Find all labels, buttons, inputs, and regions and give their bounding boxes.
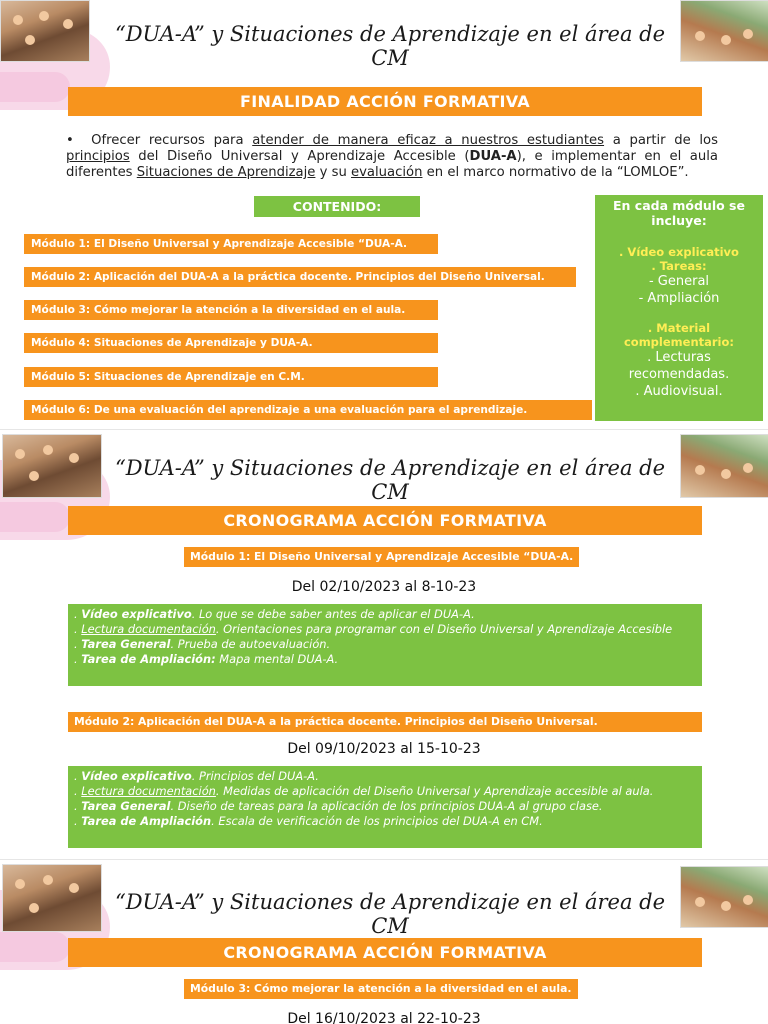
tareas-item: . Tareas: [651, 259, 707, 273]
module-item-5: Módulo 5: Situaciones de Aprendizaje en C.M. [24, 367, 438, 387]
text: . [74, 652, 82, 666]
detail-line [74, 784, 696, 799]
text: ), e implementar en el aula diferentes [66, 149, 718, 180]
classroom-photo-left [0, 0, 90, 62]
underlined-text: Lectura documentación [81, 784, 216, 798]
text: y su [315, 165, 352, 180]
module-2-label: Módulo 2: Aplicación del DUA-A a la práctica docente. Principios del Diseño Universal. [68, 712, 702, 732]
text: del Diseño Universal y Aprendizaje Accesible ( [129, 149, 470, 164]
classroom-photo-left [2, 864, 102, 932]
detail-line [74, 769, 696, 784]
lecturas-item: . Lecturas recomendadas. [628, 350, 730, 382]
underlined-text: atender de manera eficaz a nuestros estudiantes [252, 133, 605, 148]
detail-line [74, 652, 696, 667]
text: . Orientaciones para programar con el Diseño Universal y Aprendizaje Accesible [215, 622, 673, 636]
section-banner: FINALIDAD ACCIÓN FORMATIVA [68, 87, 702, 116]
text: . Medidas de aplicación del Diseño Universal y Aprendizaje accesible al aula. [215, 784, 654, 798]
video-item: . Vídeo explicativo [619, 245, 739, 259]
text: . Lo que se debe saber antes de aplicar el DUA-A. [191, 607, 475, 621]
bold-text: Tarea General [81, 637, 171, 651]
detail-line [74, 814, 696, 829]
text: Ofrecer recursos para [91, 133, 253, 148]
page-title: “DUA-A” y Situaciones de Aprendizaje en el área de CM [114, 890, 666, 938]
text: . [74, 769, 82, 783]
text: Mapa mental DUA-A. [215, 652, 339, 666]
objective-paragraph [66, 133, 718, 181]
text: en el marco normativo de la “LOMLOE”. [422, 165, 689, 180]
module-includes-box [595, 195, 763, 421]
detail-line [74, 607, 696, 622]
detail-line [74, 622, 696, 637]
text: . [74, 637, 82, 651]
material-item: . Material complementario: [623, 321, 734, 349]
detail-line [74, 637, 696, 652]
ampliacion-item: - Ampliación [638, 291, 720, 306]
slide-cronograma-1 [0, 430, 768, 860]
page-title: “DUA-A” y Situaciones de Aprendizaje en el área de CM [114, 22, 666, 70]
bold-text: DUA-A [469, 149, 517, 164]
page-title: “DUA-A” y Situaciones de Aprendizaje en el área de CM [114, 456, 666, 504]
classroom-photo-left [2, 434, 102, 498]
pink-decoration [0, 72, 70, 102]
bold-text: Tarea de Ampliación: [81, 652, 216, 666]
bold-text: Vídeo explicativo [81, 769, 192, 783]
pink-decoration [0, 502, 70, 532]
module-2-dates: Del 09/10/2023 al 15-10-23 [287, 741, 481, 757]
text: . Prueba de autoevaluación. [170, 637, 331, 651]
module-3-label: Módulo 3: Cómo mejorar la atención a la diversidad en el aula. [184, 979, 578, 999]
module-item-2: Módulo 2: Aplicación del DUA-A a la práctica docente. Principios del Diseño Universal. [24, 267, 576, 287]
module-item-3: Módulo 3: Cómo mejorar la atención a la diversidad en el aula. [24, 300, 438, 320]
underlined-text: evaluación [351, 165, 423, 180]
classroom-photo-right [680, 0, 768, 62]
module-2-details [68, 766, 702, 848]
module-item-4: Módulo 4: Situaciones de Aprendizaje y DUA-A. [24, 333, 438, 353]
text: . [74, 622, 82, 636]
underlined-text: principios [66, 149, 130, 164]
module-3-dates: Del 16/10/2023 al 22-10-23 [287, 1011, 481, 1024]
text: . Principios del DUA-A. [191, 769, 319, 783]
module-1-details [68, 604, 702, 686]
underlined-text: Situaciones de Aprendizaje [136, 165, 316, 180]
text: . [74, 814, 82, 828]
box-heading: En cada módulo se incluye: [613, 198, 745, 228]
slide-cronograma-2 [0, 860, 768, 1024]
contenido-label: CONTENIDO: [254, 196, 420, 217]
general-item: - General [648, 274, 710, 289]
bold-text: Tarea General [81, 799, 171, 813]
module-item-1: Módulo 1: El Diseño Universal y Aprendizaje Accesible “DUA-A. [24, 234, 438, 254]
slide-finalidad [0, 0, 768, 430]
bold-text: Tarea de Ampliación [81, 814, 212, 828]
audiovisual-item: . Audiovisual. [635, 384, 723, 399]
detail-line [74, 799, 696, 814]
text: . [74, 799, 82, 813]
text: . [74, 607, 82, 621]
module-1-dates: Del 02/10/2023 al 8-10-23 [291, 579, 477, 595]
text: a partir de los [604, 133, 718, 148]
classroom-photo-right [680, 866, 768, 928]
bold-text: Vídeo explicativo [81, 607, 192, 621]
underlined-text: Lectura documentación [81, 622, 216, 636]
module-item-6: Módulo 6: De una evaluación del aprendizaje a una evaluación para el aprendizaje. [24, 400, 592, 420]
section-banner: CRONOGRAMA ACCIÓN FORMATIVA [68, 506, 702, 535]
pink-decoration [0, 932, 70, 962]
text: . [74, 784, 82, 798]
text: . Escala de verificación de los principios del DUA-A en CM. [211, 814, 543, 828]
classroom-photo-right [680, 434, 768, 498]
text: . Diseño de tareas para la aplicación de los principios DUA-A al grupo clase. [170, 799, 603, 813]
bullet-marker: • [66, 133, 74, 148]
module-1-label: Módulo 1: El Diseño Universal y Aprendizaje Accesible “DUA-A. [184, 547, 579, 567]
section-banner: CRONOGRAMA ACCIÓN FORMATIVA [68, 938, 702, 967]
